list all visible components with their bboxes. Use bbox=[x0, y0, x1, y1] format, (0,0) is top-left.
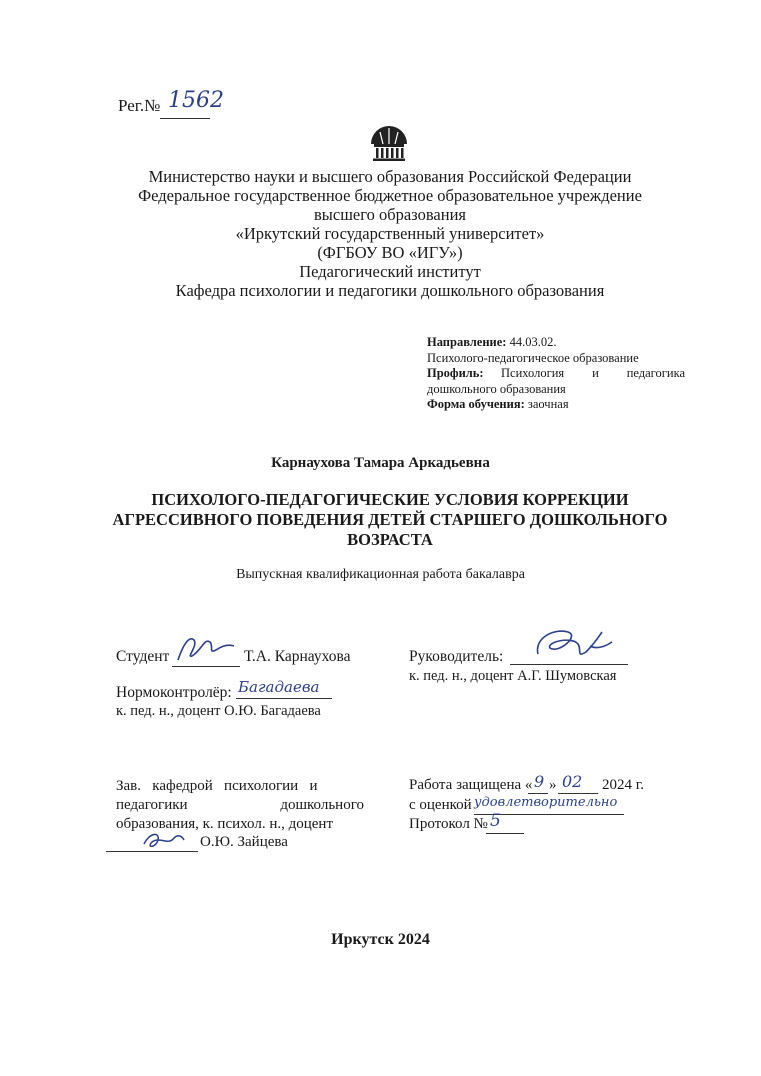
student-name: Т.А. Карнаухова bbox=[244, 648, 351, 665]
header-education-level: высшего образования bbox=[314, 205, 466, 224]
form-value: заочная bbox=[527, 397, 569, 411]
direction-label: Направление: bbox=[427, 335, 507, 349]
direction-code: 44.03.02. bbox=[509, 335, 557, 349]
profile-value-2: дошкольного образования bbox=[427, 381, 566, 396]
supervisor-name: к. пед. н., доцент А.Г. Шумовская bbox=[409, 668, 617, 684]
head-line2b: дошкольного bbox=[280, 797, 364, 813]
defense-month: 02 bbox=[562, 772, 583, 791]
normcontrol-signature: Багадаева bbox=[238, 678, 320, 696]
head-line2a: педагогики bbox=[116, 797, 188, 813]
defense-day-close: » bbox=[549, 777, 557, 793]
header-ministry: Министерство науки и высшего образования Российской Федерации bbox=[148, 167, 632, 186]
reg-number-handwritten: 1562 bbox=[168, 88, 224, 113]
thesis-title-line1: ПСИХОЛОГО-ПЕДАГОГИЧЕСКИЕ УСЛОВИЯ КОРРЕКЦИИ bbox=[151, 490, 629, 509]
head-line3: образования, к. психол. н., доцент bbox=[116, 816, 334, 832]
work-type: Выпускная квалификационная работа бакалавра bbox=[236, 567, 525, 582]
profile-label: Профиль: bbox=[427, 366, 484, 380]
defense-month-line bbox=[558, 793, 598, 794]
reg-label: Рег.№ bbox=[118, 96, 161, 115]
header-university: «Иркутский государственный университет» bbox=[235, 224, 545, 243]
head-signature-icon bbox=[138, 828, 188, 852]
head-signature-line bbox=[106, 851, 198, 852]
grade-label: с оценкой bbox=[409, 797, 472, 813]
defense-day-line bbox=[528, 793, 548, 794]
defense-label: Работа защищена « bbox=[409, 777, 533, 793]
city-year: Иркутск 2024 bbox=[331, 931, 430, 948]
thesis-title-line3: ВОЗРАСТА bbox=[347, 530, 433, 549]
student-signature-line bbox=[172, 666, 240, 667]
head-line1: Зав. кафедрой психологии и bbox=[116, 778, 318, 794]
university-logo-icon bbox=[368, 120, 410, 162]
supervisor-signature-icon bbox=[528, 624, 618, 668]
protocol-line bbox=[486, 833, 524, 834]
supervisor-signature-line bbox=[510, 664, 628, 665]
protocol-number: 5 bbox=[490, 811, 501, 831]
program-info: Направление: 44.03.02. Психолого-педагогическое образование Профиль: Психология и педагогика дошкольного образования Форма обучения: заочная bbox=[427, 335, 685, 411]
protocol-label: Протокол № bbox=[409, 816, 488, 832]
defense-year: 2024 г. bbox=[602, 777, 644, 793]
normcontrol-label: Нормоконтролёр: bbox=[116, 684, 232, 701]
grade-value: удовлетворительно bbox=[474, 795, 618, 810]
direction-name: Психолого-педагогическое образование bbox=[427, 350, 639, 365]
institution-header bbox=[100, 167, 680, 300]
head-name: О.Ю. Зайцева bbox=[200, 834, 288, 850]
supervisor-label: Руководитель: bbox=[409, 648, 504, 665]
reg-underline bbox=[160, 118, 210, 119]
form-label: Форма обучения: bbox=[427, 397, 525, 411]
header-abbrev: (ФГБОУ ВО «ИГУ») bbox=[317, 243, 463, 262]
header-department: Кафедра психологии и педагогики дошкольного образования bbox=[175, 281, 605, 300]
header-institute: Педагогический институт bbox=[299, 262, 481, 281]
thesis-title bbox=[100, 490, 680, 550]
defense-day: 9 bbox=[534, 772, 545, 791]
thesis-title-line2: АГРЕССИВНОГО ПОВЕДЕНИЯ ДЕТЕЙ СТАРШЕГО ДОШКОЛЬНОГО bbox=[112, 510, 668, 529]
normcontrol-signature-line bbox=[236, 698, 332, 699]
student-label: Студент bbox=[116, 648, 170, 665]
student-signature-icon bbox=[172, 632, 242, 666]
header-institution-type: Федеральное государственное бюджетное образовательное учреждение bbox=[138, 186, 642, 205]
normcontrol-name: к. пед. н., доцент О.Ю. Багадаева bbox=[116, 703, 321, 719]
author-name: Карнаухова Тамара Аркадьевна bbox=[271, 455, 490, 471]
head-of-department bbox=[116, 777, 364, 834]
